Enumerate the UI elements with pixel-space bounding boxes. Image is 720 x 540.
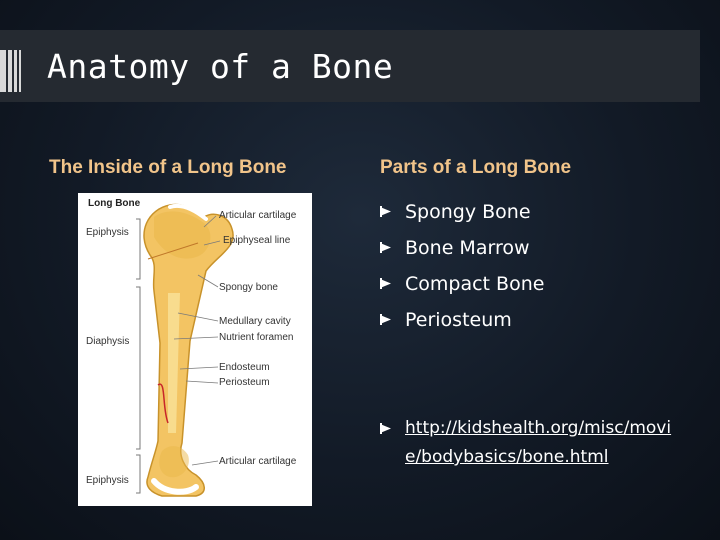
title-decoration-icon [0, 50, 26, 92]
title-bar [0, 30, 700, 102]
diagram-label-endosteum: Endosteum [219, 362, 270, 373]
parts-list [380, 198, 680, 342]
left-heading: The Inside of a Long Bone [49, 157, 287, 178]
square-bullet-icon [380, 423, 391, 434]
diagram-label-epiphysis-top: Epiphysis [86, 227, 129, 238]
diagram-title: Long Bone [88, 198, 141, 209]
diagram-label-medullary-cavity: Medullary cavity [219, 316, 291, 327]
list-item [380, 270, 680, 306]
diagram-label-periosteum: Periosteum [219, 377, 270, 388]
list-item [380, 198, 680, 234]
kidshealth-link[interactable]: http://kidshealth.org/misc/movie/bodybasics/bone.html [405, 418, 672, 467]
diagram-label-articular-cartilage-bottom: Articular cartilage [219, 456, 297, 467]
diagram-label-spongy-bone: Spongy bone [219, 282, 278, 293]
link-list-item [380, 414, 705, 472]
diagram-label-diaphysis: Diaphysis [86, 336, 130, 347]
slide-title: Anatomy of a Bone [47, 47, 394, 86]
diagram-label-nutrient-foramen: Nutrient foramen [219, 332, 294, 343]
diagram-label-epiphyseal-line: Epiphyseal line [223, 235, 291, 246]
list-item-label: Periosteum [405, 309, 512, 331]
diagram-label-epiphysis-bottom: Epiphysis [86, 475, 129, 486]
square-bullet-icon [380, 242, 391, 253]
list-item-label: Spongy Bone [405, 201, 531, 223]
long-bone-diagram [78, 193, 312, 506]
list-item-label: Bone Marrow [405, 237, 530, 259]
list-item [380, 306, 680, 342]
square-bullet-icon [380, 314, 391, 325]
square-bullet-icon [380, 278, 391, 289]
right-heading: Parts of a Long Bone [380, 157, 572, 178]
square-bullet-icon [380, 206, 391, 217]
list-item [380, 234, 680, 270]
list-item-label: Compact Bone [405, 273, 545, 295]
diagram-label-articular-cartilage-top: Articular cartilage [219, 210, 297, 221]
